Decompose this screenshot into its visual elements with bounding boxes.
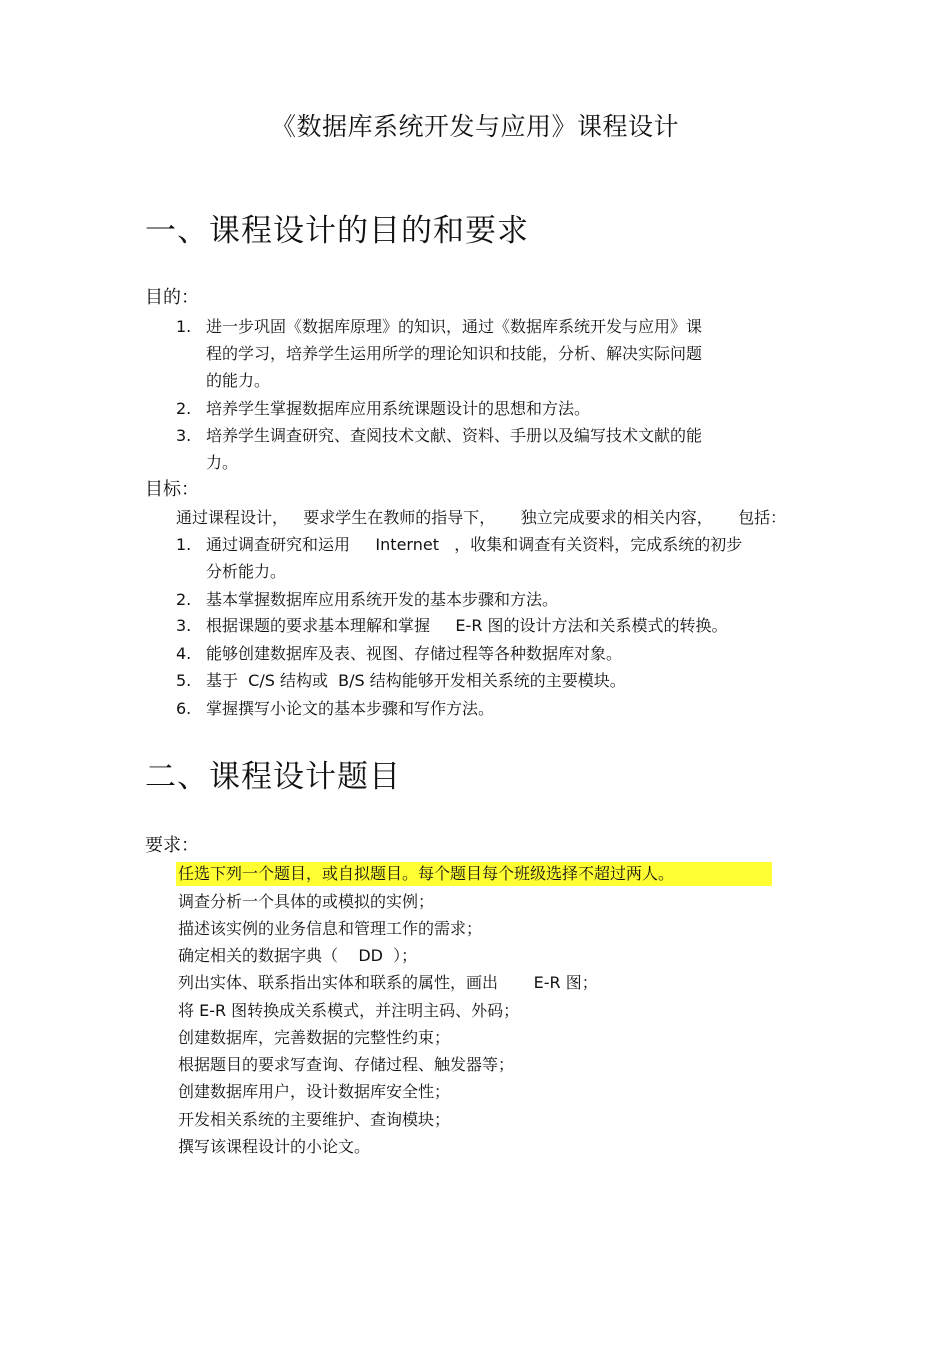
purpose-item-3-number: 3. bbox=[176, 426, 192, 445]
requirement-line-7: 根据题目的要求写查询、存储过程、触发器等； bbox=[178, 1055, 515, 1074]
section2-heading: 二、课程设计题目 bbox=[145, 759, 401, 795]
highlighted-requirement: 任选下列一个题目，或自拟题目。每个题目每个班级选择不超过两人。 bbox=[178, 864, 675, 883]
goal-item-6-number: 6. bbox=[176, 699, 192, 718]
goal-item-4-line-1: 能够创建数据库及表、视图、存储过程等各种数据库对象。 bbox=[206, 644, 623, 663]
goal-item-1-line-1: 通过调查研究和运用 Internet ，收集和调查有关资料，完成系统的初步 bbox=[206, 535, 743, 554]
goal-item-5-line-1: 基于 C/S 结构或 B/S 结构能够开发相关系统的主要模块。 bbox=[206, 671, 626, 690]
requirement-line-1: 调查分析一个具体的或模拟的实例； bbox=[178, 892, 435, 911]
goal-label: 目标： bbox=[145, 479, 199, 500]
requirement-line-4: 列出实体、联系指出实体和联系的属性，画出 E-R 图； bbox=[178, 973, 598, 992]
goal-item-5-number: 5. bbox=[176, 671, 192, 690]
goal-item-1-line-2: 分析能力。 bbox=[206, 562, 287, 581]
page-title: 《数据库系统开发与应用》课程设计 bbox=[270, 112, 679, 141]
requirement-line-3: 确定相关的数据字典（ DD ）； bbox=[178, 946, 418, 965]
purpose-item-3-line-1: 培养学生调查研究、查阅技术文献、资料、手册以及编写技术文献的能 bbox=[206, 426, 703, 445]
goal-item-1-number: 1. bbox=[176, 535, 192, 554]
requirement-line-8: 创建数据库用户，设计数据库安全性； bbox=[178, 1082, 451, 1101]
purpose-item-2-line-1: 培养学生掌握数据库应用系统课题设计的思想和方法。 bbox=[206, 399, 591, 418]
requirement-line-5: 将 E-R 图转换成关系模式，并注明主码、外码； bbox=[178, 1001, 520, 1020]
goal-item-6-line-1: 掌握撰写小论文的基本步骤和写作方法。 bbox=[206, 699, 495, 718]
purpose-item-2-number: 2. bbox=[176, 399, 192, 418]
purpose-item-1-line-2: 程的学习，培养学生运用所学的理论知识和技能，分析、解决实际问题 bbox=[206, 344, 703, 363]
goal-item-3-line-1: 根据课题的要求基本理解和掌握 E-R 图的设计方法和关系模式的转换。 bbox=[206, 616, 728, 635]
goal-item-3-number: 3. bbox=[176, 616, 192, 635]
section1-heading: 一、课程设计的目的和要求 bbox=[145, 213, 529, 249]
requirement-line-9: 开发相关系统的主要维护、查询模块； bbox=[178, 1110, 451, 1129]
requirements-label: 要求： bbox=[145, 835, 199, 856]
purpose-label: 目的： bbox=[145, 287, 199, 308]
goal-item-2-number: 2. bbox=[176, 590, 192, 609]
purpose-item-1-line-1: 进一步巩固《数据库原理》的知识，通过《数据库系统开发与应用》课 bbox=[206, 317, 703, 336]
goal-item-4-number: 4. bbox=[176, 644, 192, 663]
purpose-item-1-line-3: 的能力。 bbox=[206, 371, 271, 390]
requirement-line-10: 撰写该课程设计的小论文。 bbox=[178, 1137, 371, 1156]
requirement-line-2: 描述该实例的业务信息和管理工作的需求； bbox=[178, 919, 483, 938]
goal-intro: 通过课程设计， 要求学生在教师的指导下， 独立完成要求的相关内容， 包括： bbox=[176, 508, 787, 527]
requirement-line-6: 创建数据库，完善数据的完整性约束； bbox=[178, 1028, 451, 1047]
goal-item-2-line-1: 基本掌握数据库应用系统开发的基本步骤和方法。 bbox=[206, 590, 559, 609]
purpose-item-1-number: 1. bbox=[176, 317, 192, 336]
purpose-item-3-line-2: 力。 bbox=[206, 453, 239, 472]
